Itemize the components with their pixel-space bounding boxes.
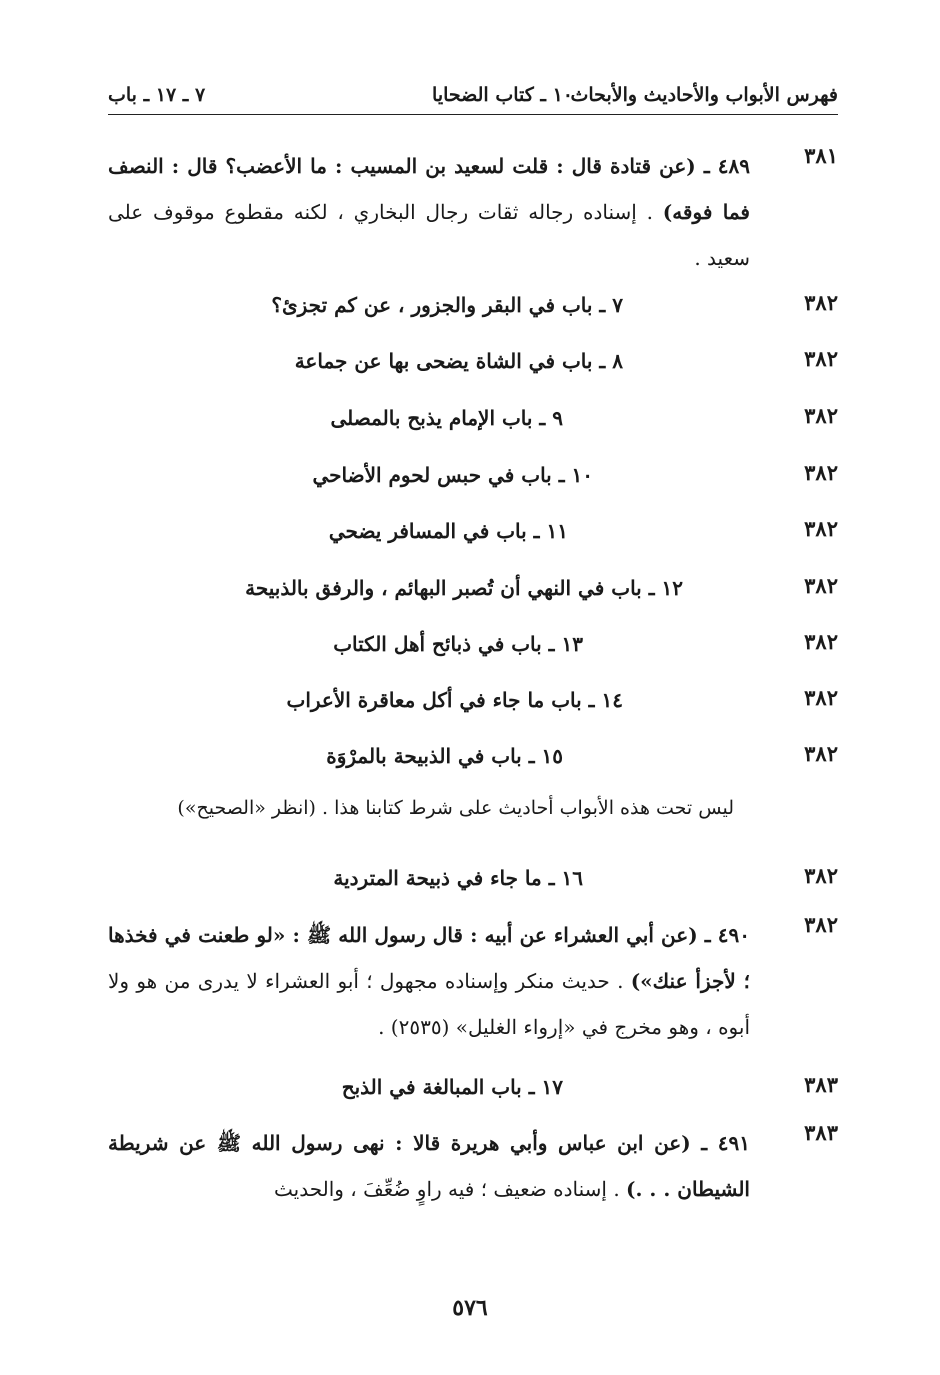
hadith-quote: ٤٨٩ ـ (عن قتادة قال : قلت لسعيد بن المسيب : ما الأعضب؟ قال : النصف فما فوقه) (108, 154, 750, 224)
header-book-title: ١٠ ـ كتاب الضحايا (432, 84, 573, 106)
chapter-entry-10 (108, 452, 838, 498)
chapter-title: ٩ ـ باب الإمام يذبح بالمصلى (330, 406, 563, 430)
page-ref: ٣٨٢ (804, 629, 838, 654)
chapter-entry-17 (108, 1064, 838, 1110)
page-number: ٥٧٦ (452, 1295, 488, 1321)
page-ref: ٣٨٣ (804, 1120, 838, 1145)
chapter-title: ١١ ـ باب في المسافر يضحي (328, 519, 568, 543)
chapter-entry-15 (108, 733, 838, 779)
page-ref: ٣٨٢ (804, 863, 838, 888)
chapter-title: ١٥ ـ باب في الذبيحة بالمرْوَة (326, 744, 563, 768)
chapter-entry-7 (108, 282, 838, 328)
chapter-entry-8 (108, 338, 838, 384)
header-index-title: فهرس الأبواب والأحاديث والأبحاث (570, 84, 838, 106)
chapter-title: ١٤ ـ باب ما جاء في أكل معاقرة الأعراب (286, 688, 623, 712)
chapter-entry-9 (108, 395, 838, 441)
page-ref: ٣٨٣ (804, 1072, 838, 1097)
chapter-title: ١٣ ـ باب في ذبائح أهل الكتاب (333, 632, 583, 656)
page-ref: ٣٨٢ (804, 573, 838, 598)
hadith-quote: ٤٩٠ ـ (عن أبي العشراء عن أبيه : قال رسول الله ﷺ : «لو طعنت في فخذها ؛ لأجزأ عنك») (108, 923, 750, 993)
editor-note: ليس تحت هذه الأبواب أحاديث على شرط كتابنا هذا . (انظر «الصحيح») (177, 797, 734, 819)
page-ref: ٣٨١ (804, 143, 838, 168)
chapter-entry-11 (108, 508, 838, 554)
hadith-entry-490 (108, 912, 838, 1052)
chapter-title: ٧ ـ باب في البقر والجزور ، عن كم تجزئ؟ (271, 293, 623, 317)
hadith-text (108, 912, 750, 1050)
page-ref: ٣٨٢ (804, 685, 838, 710)
header-chapter-range: ٧ ـ ١٧ ـ باب (108, 84, 206, 106)
page-ref: ٣٨٢ (804, 516, 838, 541)
running-header (108, 78, 838, 115)
chapter-entry-16 (108, 855, 838, 901)
chapter-title: ١٧ ـ باب المبالغة في الذبح (341, 1075, 563, 1099)
page-ref: ٣٨٢ (804, 460, 838, 485)
hadith-quote: ٤٩١ ـ (عن ابن عباس وأبي هريرة قالا : نهى رسول الله ﷺ عن شريطة الشيطان . . .) (108, 1131, 750, 1201)
page-ref: ٣٨٢ (804, 290, 838, 315)
hadith-grading: . إسناده رجاله ثقات رجال البخاري ، لكنه مقطوع موقوف على سعيد . (108, 200, 750, 270)
chapter-title: ١٢ ـ باب في النهي أن تُصبر البهائم ، والرفق بالذبيحة (245, 576, 683, 600)
hadith-grading: . حديث منكر وإسناده مجهول ؛ أبو العشراء لا يدرى من هو ولا أبوه ، وهو مخرج في «إرواء الغليل» (٢٥٣٥) . (108, 969, 750, 1039)
chapter-entry-14 (108, 677, 838, 723)
hadith-grading: . إسناده ضعيف ؛ فيه راوٍ ضُعِّفَ ، والحديث (274, 1177, 627, 1201)
hadith-text (108, 1120, 750, 1212)
page-ref: ٣٨٢ (804, 346, 838, 371)
chapter-title: ١٠ ـ باب في حبس لحوم الأضاحي (312, 463, 593, 487)
chapter-entry-13 (108, 621, 838, 667)
hadith-text (108, 143, 750, 281)
chapter-title: ١٦ ـ ما جاء في ذبيحة المتردية (333, 866, 583, 890)
chapter-title: ٨ ـ باب في الشاة يضحى بها عن جماعة (294, 349, 623, 373)
page-ref: ٣٨٢ (804, 403, 838, 428)
chapter-entry-12 (108, 565, 838, 611)
page-ref: ٣٨٢ (804, 912, 838, 937)
hadith-entry-489 (108, 143, 838, 283)
hadith-entry-491 (108, 1120, 838, 1220)
page-ref: ٣٨٢ (804, 741, 838, 766)
